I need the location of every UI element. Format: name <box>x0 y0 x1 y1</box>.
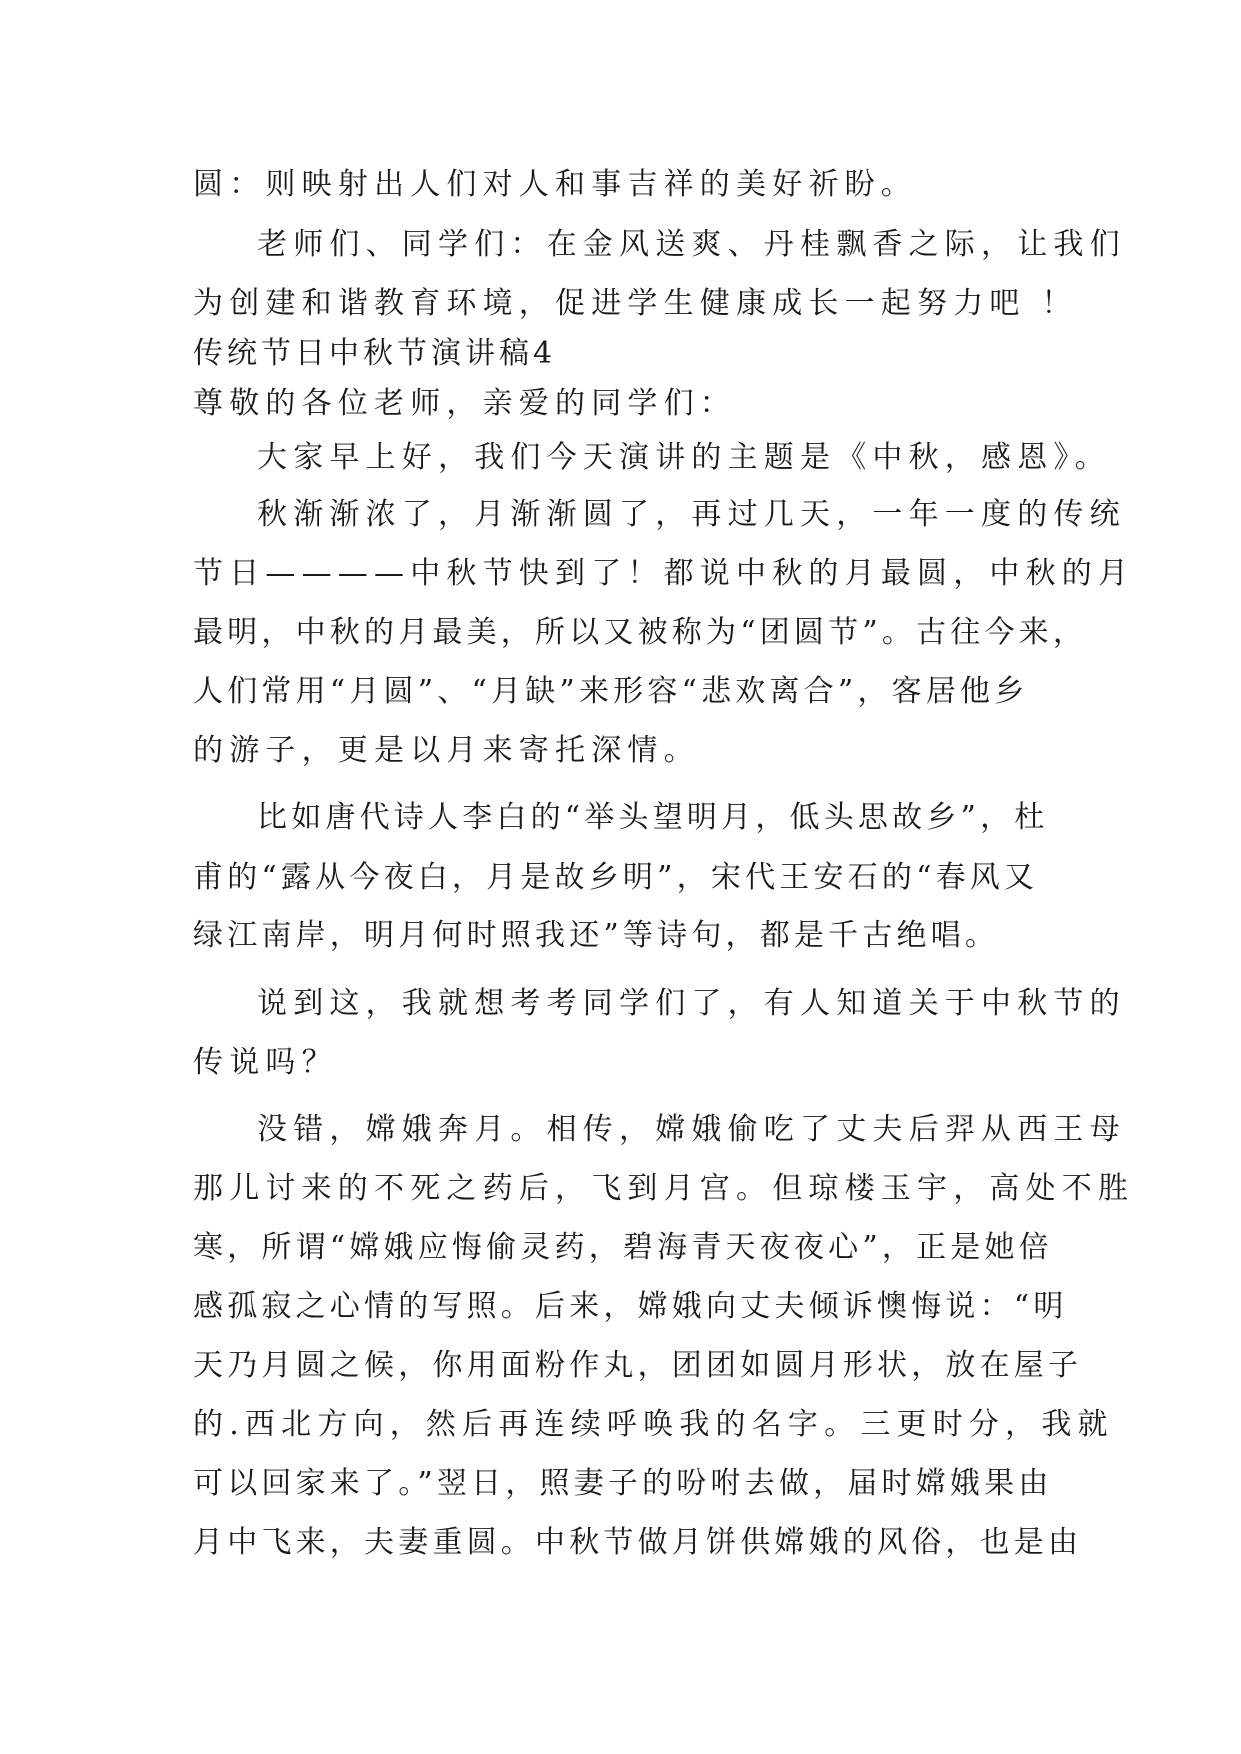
text-line: 感孤寂之心情的写照。后来，嫦娥向丈夫倾诉懊悔说：“明 <box>193 1289 1068 1324</box>
text-line: 最明，中秋的月最美，所以又被称为“团圆节”。古往今来， <box>193 615 1088 650</box>
text-line: 寒，所谓“嫦娥应悔偷灵药，碧海青天夜夜心”，正是她倍 <box>193 1230 1053 1265</box>
text-line: 可以回家来了。”翌日，照妻子的吩咐去做，届时嫦娥果由 <box>193 1466 1053 1501</box>
text-line: 那儿讨来的不死之药后，飞到月宫。但琼楼玉宇，高处不胜 <box>193 1171 1135 1206</box>
text-line: 圆：则映射出人们对人和事吉祥的美好祈盼。 <box>193 167 917 202</box>
text-line: 的游子，更是以月来寄托深情。 <box>193 733 700 768</box>
text-line: 节日————中秋节快到了！都说中秋的月最圆，中秋的月 <box>193 556 1135 591</box>
paragraph-start-line: 说到这，我就想考考同学们了，有人知道关于中秋节的 <box>257 986 1126 1021</box>
text-line: 的.西北方向，然后再连续呼唤我的名字。三更时分，我就 <box>193 1407 1114 1442</box>
paragraph-start-line: 大家早上好，我们今天演讲的主题是《中秋，感恩》。 <box>257 440 1111 475</box>
text-line: 传说吗？ <box>193 1045 338 1080</box>
paragraph-start-line: 秋渐渐浓了，月渐渐圆了，再过几天，一年一度的传统 <box>257 497 1126 532</box>
text-line: 人们常用“月圆”、“月缺”来形容“悲欢离合”，客居他乡 <box>193 674 1029 709</box>
paragraph-start-line: 没错，嫦娥奔月。相传，嫦娥偷吃了丈夫后羿从西王母 <box>257 1112 1126 1147</box>
text-line: 为创建和谐教育环境，促进学生健康成长一起努力吧 ！ <box>193 286 1078 321</box>
salutation-line: 尊敬的各位老师，亲爱的同学们： <box>193 386 736 421</box>
text-line: 天乃月圆之候，你用面粉作丸，团团如圆月形状，放在屋子 <box>193 1348 1083 1383</box>
text-line: 绿江南岸，明月何时照我还”等诗句，都是千古绝唱。 <box>193 918 1000 953</box>
paragraph-start-line: 比如唐代诗人李白的“举头望明月，低头思故乡”，杜 <box>257 800 1049 835</box>
paragraph-start-line: 老师们、同学们：在金风送爽、丹桂飘香之际，让我们 <box>257 227 1126 262</box>
text-line: 月中飞来，夫妻重圆。中秋节做月饼供嫦娥的风俗，也是由 <box>193 1525 1083 1560</box>
text-line: 甫的“露从今夜白，月是故乡明”，宋代王安石的“春风又 <box>193 860 1039 895</box>
section-heading: 传统节日中秋节演讲稿4 <box>193 336 557 371</box>
